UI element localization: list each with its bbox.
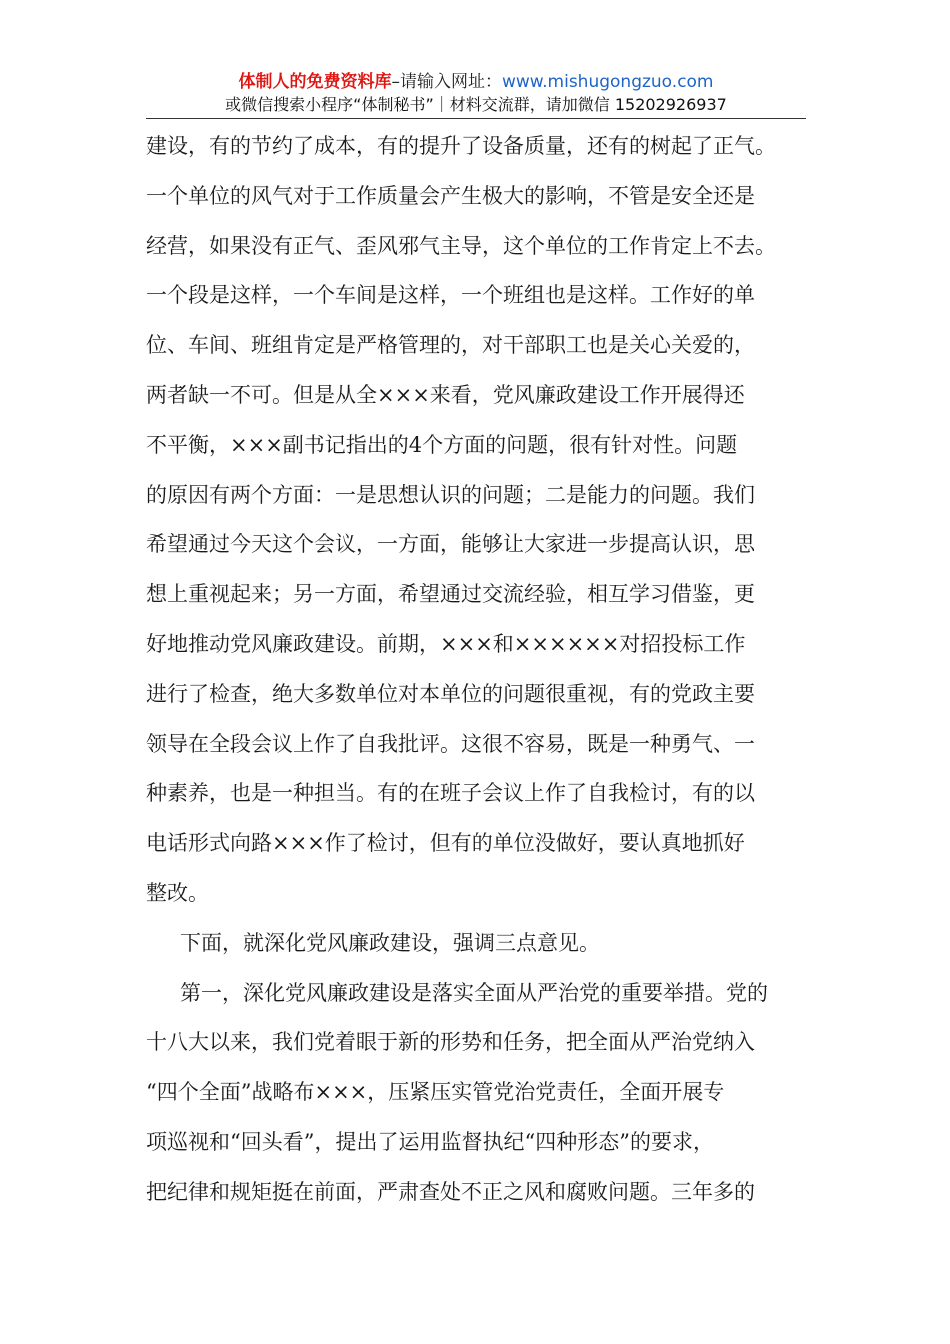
body-line: “四个全面”战略布×××，压紧压实管党治党责任，全面开展专 — [146, 1080, 725, 1105]
body-line: 电话形式向路×××作了检讨，但有的单位没做好，要认真地抓好 — [146, 831, 745, 856]
header-brand: 体制人的免费资料库 — [238, 72, 392, 92]
body-line: 进行了检查，绝大多数单位对本单位的问题很重视，有的党政主要 — [146, 681, 755, 706]
body-line: 想上重视起来；另一方面，希望通过交流经验，相互学习借鉴，更 — [146, 582, 755, 607]
body-line: 一个单位的风气对于工作质量会产生极大的影响，不管是安全还是 — [146, 183, 755, 208]
document-body — [146, 122, 806, 1218]
body-line: 整改。 — [146, 880, 209, 905]
body-line: 位、车间、班组肯定是严格管理的，对干部职工也是关心关爱的， — [146, 333, 755, 358]
body-line: 希望通过今天这个会议，一方面，能够让大家进一步提高认识，思 — [146, 532, 755, 557]
body-line: 经营，如果没有正气、歪风邪气主导，这个单位的工作肯定上不去。 — [146, 233, 776, 258]
body-line: 的原因有两个方面：一是思想认识的问题；二是能力的问题。我们 — [146, 482, 755, 507]
header-prompt: –请输入网址： — [391, 72, 502, 92]
header-line-2: 或微信搜索小程序“体制秘书”｜材料交流群，请加微信 15202926937 — [225, 95, 727, 114]
body-line: 种素养，也是一种担当。有的在班子会议上作了自我检讨，有的以 — [146, 781, 755, 806]
body-line: 好地推动党风廉政建设。前期，×××和××××××对招投标工作 — [146, 631, 746, 656]
body-line-indented: 下面，就深化党风廉政建设，强调三点意见。 — [180, 930, 600, 955]
header-url-link[interactable]: www.mishugongzuo.com — [501, 72, 714, 92]
body-line: 领导在全段会议上作了自我批评。这很不容易，既是一种勇气、一 — [146, 731, 755, 756]
body-line: 不平衡，×××副书记指出的4个方面的问题，很有针对性。问题 — [146, 432, 738, 457]
page-header — [146, 70, 806, 116]
body-line: 项巡视和“回头看”，提出了运用监督执纪“四种形态”的要求， — [146, 1129, 714, 1154]
body-line: 一个段是这样，一个车间是这样，一个班组也是这样。工作好的单 — [146, 283, 755, 308]
body-line: 两者缺一不可。但是从全×××来看，党风廉政建设工作开展得还 — [146, 382, 745, 407]
header-line-1 — [146, 70, 806, 94]
body-line: 十八大以来，我们党着眼于新的形势和任务，把全面从严治党纳入 — [146, 1030, 755, 1055]
header-divider — [146, 118, 806, 119]
body-line-indented: 第一，深化党风廉政建设是落实全面从严治党的重要举措。党的 — [180, 980, 768, 1005]
body-line: 建设，有的节约了成本，有的提升了设备质量，还有的树起了正气。 — [146, 134, 776, 158]
body-line: 把纪律和规矩挺在前面，严肃查处不正之风和腐败问题。三年多的 — [146, 1179, 755, 1204]
